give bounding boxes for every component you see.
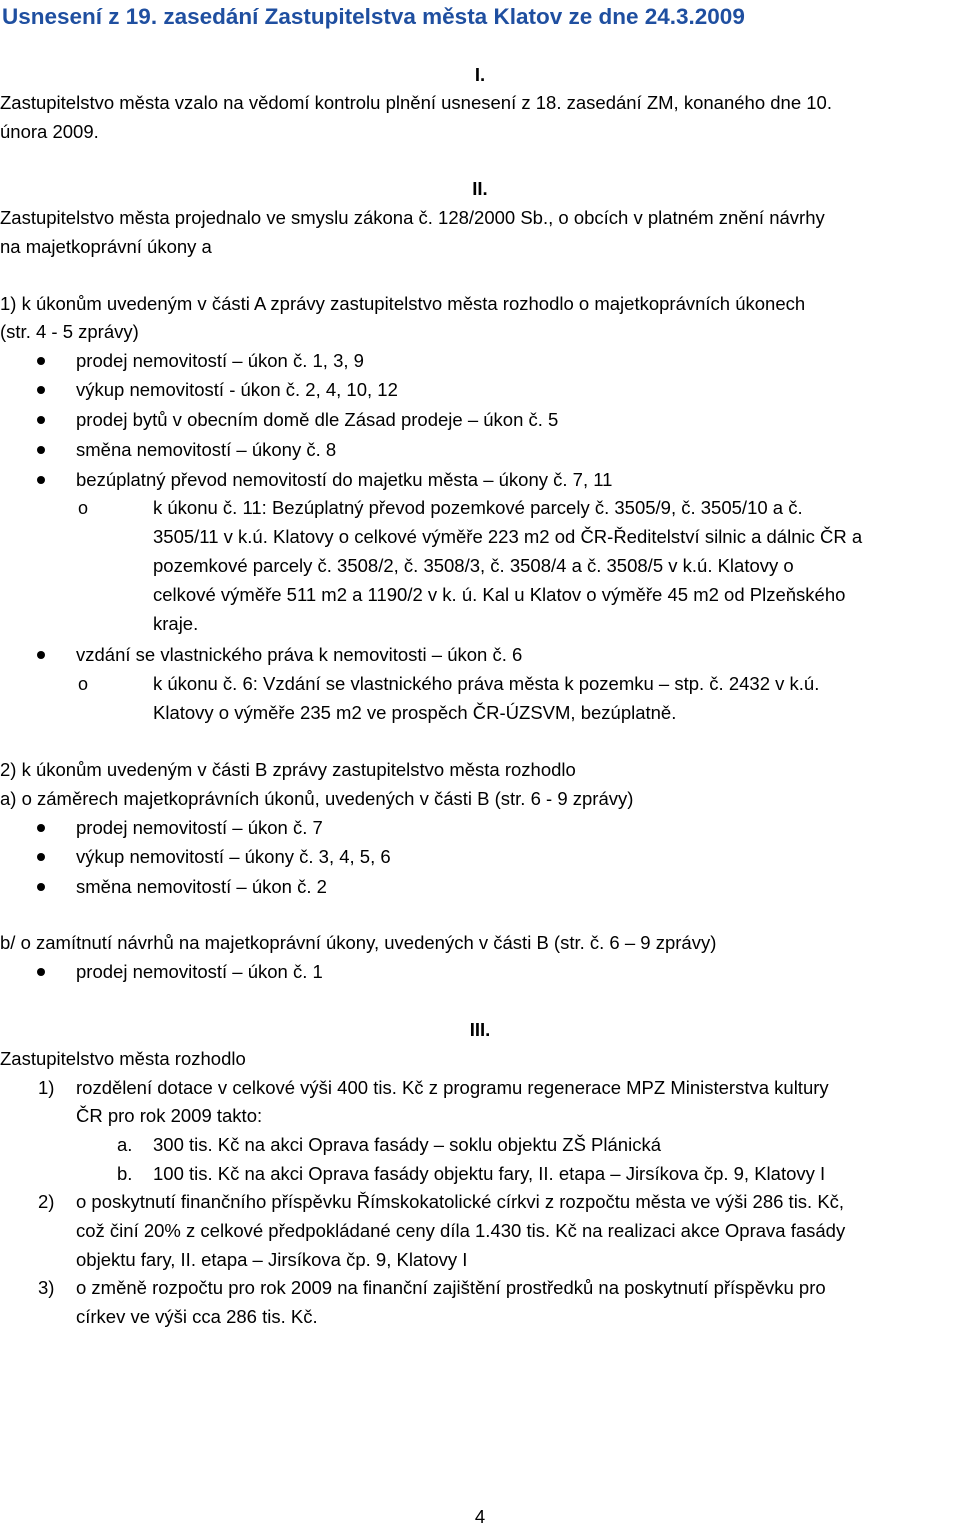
document-title: Usnesení z 19. zasedání Zastupitelstva města Klatov ze dne 24.3.2009 <box>2 4 745 29</box>
item-line: rozdělení dotace v celkové výši 400 tis. Kč z programu regenerace MPZ Ministerstva kultury <box>76 1077 829 1098</box>
part1-text: (str. 4 - 5 zprávy) <box>0 321 139 342</box>
list-item: výkup nemovitostí - úkon č. 2, 4, 10, 12 <box>76 379 398 400</box>
section-heading-ii: II. <box>472 178 488 199</box>
bullet-icon <box>37 824 45 832</box>
item-line: objektu fary, II. etapa – Jirsíkova čp. 9, Klatovy I <box>76 1249 468 1270</box>
bullet-icon <box>37 357 45 365</box>
list-item: směna nemovitostí – úkony č. 8 <box>76 439 337 460</box>
section-i-line: února 2009. <box>0 121 99 142</box>
list-item: vzdání se vlastnického práva k nemovitosti – úkon č. 6 <box>76 644 523 665</box>
bullet-icon <box>37 386 45 394</box>
sub-item-line: 3505/11 v k.ú. Klatovy o celkové výměře 223 m2 od ČR-Ředitelství silnic a dálnic ČR a <box>153 526 863 547</box>
sub-item-line: pozemkové parcely č. 3508/2, č. 3508/3, č. 3508/4 a č. 3508/5 v k.ú. Klatovy o <box>153 555 794 576</box>
list-item: výkup nemovitostí – úkony č. 3, 4, 5, 6 <box>76 846 391 867</box>
page-number: 4 <box>474 1506 486 1527</box>
item-line: o poskytnutí finančního příspěvku Římskokatolické církvi z rozpočtu města ve výši 286 tis. Kč, <box>76 1191 845 1212</box>
list-item: bezúplatný převod nemovitostí do majetku města – úkony č. 7, 11 <box>76 469 613 490</box>
bullet-icon <box>37 446 45 454</box>
item-number: 2) <box>38 1191 55 1212</box>
part1-text: 1) k úkonům uvedeným v části A zprávy zastupitelstvo města rozhodlo o majetkoprávních úkonech <box>0 293 806 314</box>
bullet-icon <box>37 416 45 424</box>
item-number: 3) <box>38 1277 55 1298</box>
item-line: což činí 20% z celkové předpokládané ceny díla 1.430 tis. Kč na realizaci akce Oprava fasády <box>76 1220 846 1241</box>
list-item: směna nemovitostí – úkon č. 2 <box>76 876 327 897</box>
item-number: 1) <box>38 1077 55 1098</box>
section-ii-intro: Zastupitelstvo města projednalo ve smyslu zákona č. 128/2000 Sb., o obcích v platném znění návrhy <box>0 207 825 228</box>
item-line: ČR pro rok 2009 takto: <box>76 1105 263 1126</box>
section-heading-i: I. <box>474 64 486 85</box>
sub-item-marker: a. <box>117 1134 133 1155</box>
sub-item-line: 300 tis. Kč na akci Oprava fasády – soklu objektu ZŠ Plánická <box>153 1134 661 1155</box>
sub-bullet-marker: o <box>78 674 89 694</box>
list-item: prodej nemovitostí – úkon č. 1, 3, 9 <box>76 350 364 371</box>
sub-item-marker: b. <box>117 1163 133 1184</box>
bullet-icon <box>37 968 45 976</box>
sub-bullet-marker: o <box>78 498 89 518</box>
bullet-icon <box>37 651 45 659</box>
sub-item-line: celkové výměře 511 m2 a 1190/2 v k. ú. Kal u Klatov o výměře 45 m2 od Plzeňského <box>153 584 846 605</box>
sub-item-line: k úkonu č. 6: Vzdání se vlastnického práva města k pozemku – stp. č. 2432 v k.ú. <box>153 673 820 694</box>
bullet-icon <box>37 853 45 861</box>
sub-item-line: 100 tis. Kč na akci Oprava fasády objektu fary, II. etapa – Jirsíkova čp. 9, Klatovy I <box>153 1163 826 1184</box>
list-item: prodej nemovitostí – úkon č. 7 <box>76 817 323 838</box>
item-line: církev ve výši cca 286 tis. Kč. <box>76 1306 318 1327</box>
part2a-heading: a) o záměrech majetkoprávních úkonů, uvedených v části B (str. 6 - 9 zprávy) <box>0 788 634 809</box>
part2b-heading: b/ o zamítnutí návrhů na majetkoprávní úkony, uvedených v části B (str. č. 6 – 9 zprávy) <box>0 932 717 953</box>
section-heading-iii: III. <box>469 1019 491 1040</box>
section-iii-intro: Zastupitelstvo města rozhodlo <box>0 1048 246 1069</box>
section-ii-intro: na majetkoprávní úkony a <box>0 236 212 257</box>
list-item: prodej nemovitostí – úkon č. 1 <box>76 961 323 982</box>
sub-item-line: Klatovy o výměře 235 m2 ve prospěch ČR-ÚZSVM, bezúplatně. <box>153 702 677 723</box>
item-line: o změně rozpočtu pro rok 2009 na finanční zajištění prostředků na poskytnutí příspěvku pro <box>76 1277 826 1298</box>
bullet-icon <box>37 476 45 484</box>
sub-item-line: k úkonu č. 11: Bezúplatný převod pozemkové parcely č. 3505/9, č. 3505/10 a č. <box>153 497 803 518</box>
bullet-icon <box>37 883 45 891</box>
sub-item-line: kraje. <box>153 613 199 634</box>
section-i-line: Zastupitelstvo města vzalo na vědomí kontrolu plnění usnesení z 18. zasedání ZM, konaného dne 10. <box>0 92 832 113</box>
list-item: prodej bytů v obecním domě dle Zásad prodeje – úkon č. 5 <box>76 409 559 430</box>
part2-heading: 2) k úkonům uvedeným v části B zprávy zastupitelstvo města rozhodlo <box>0 759 576 780</box>
